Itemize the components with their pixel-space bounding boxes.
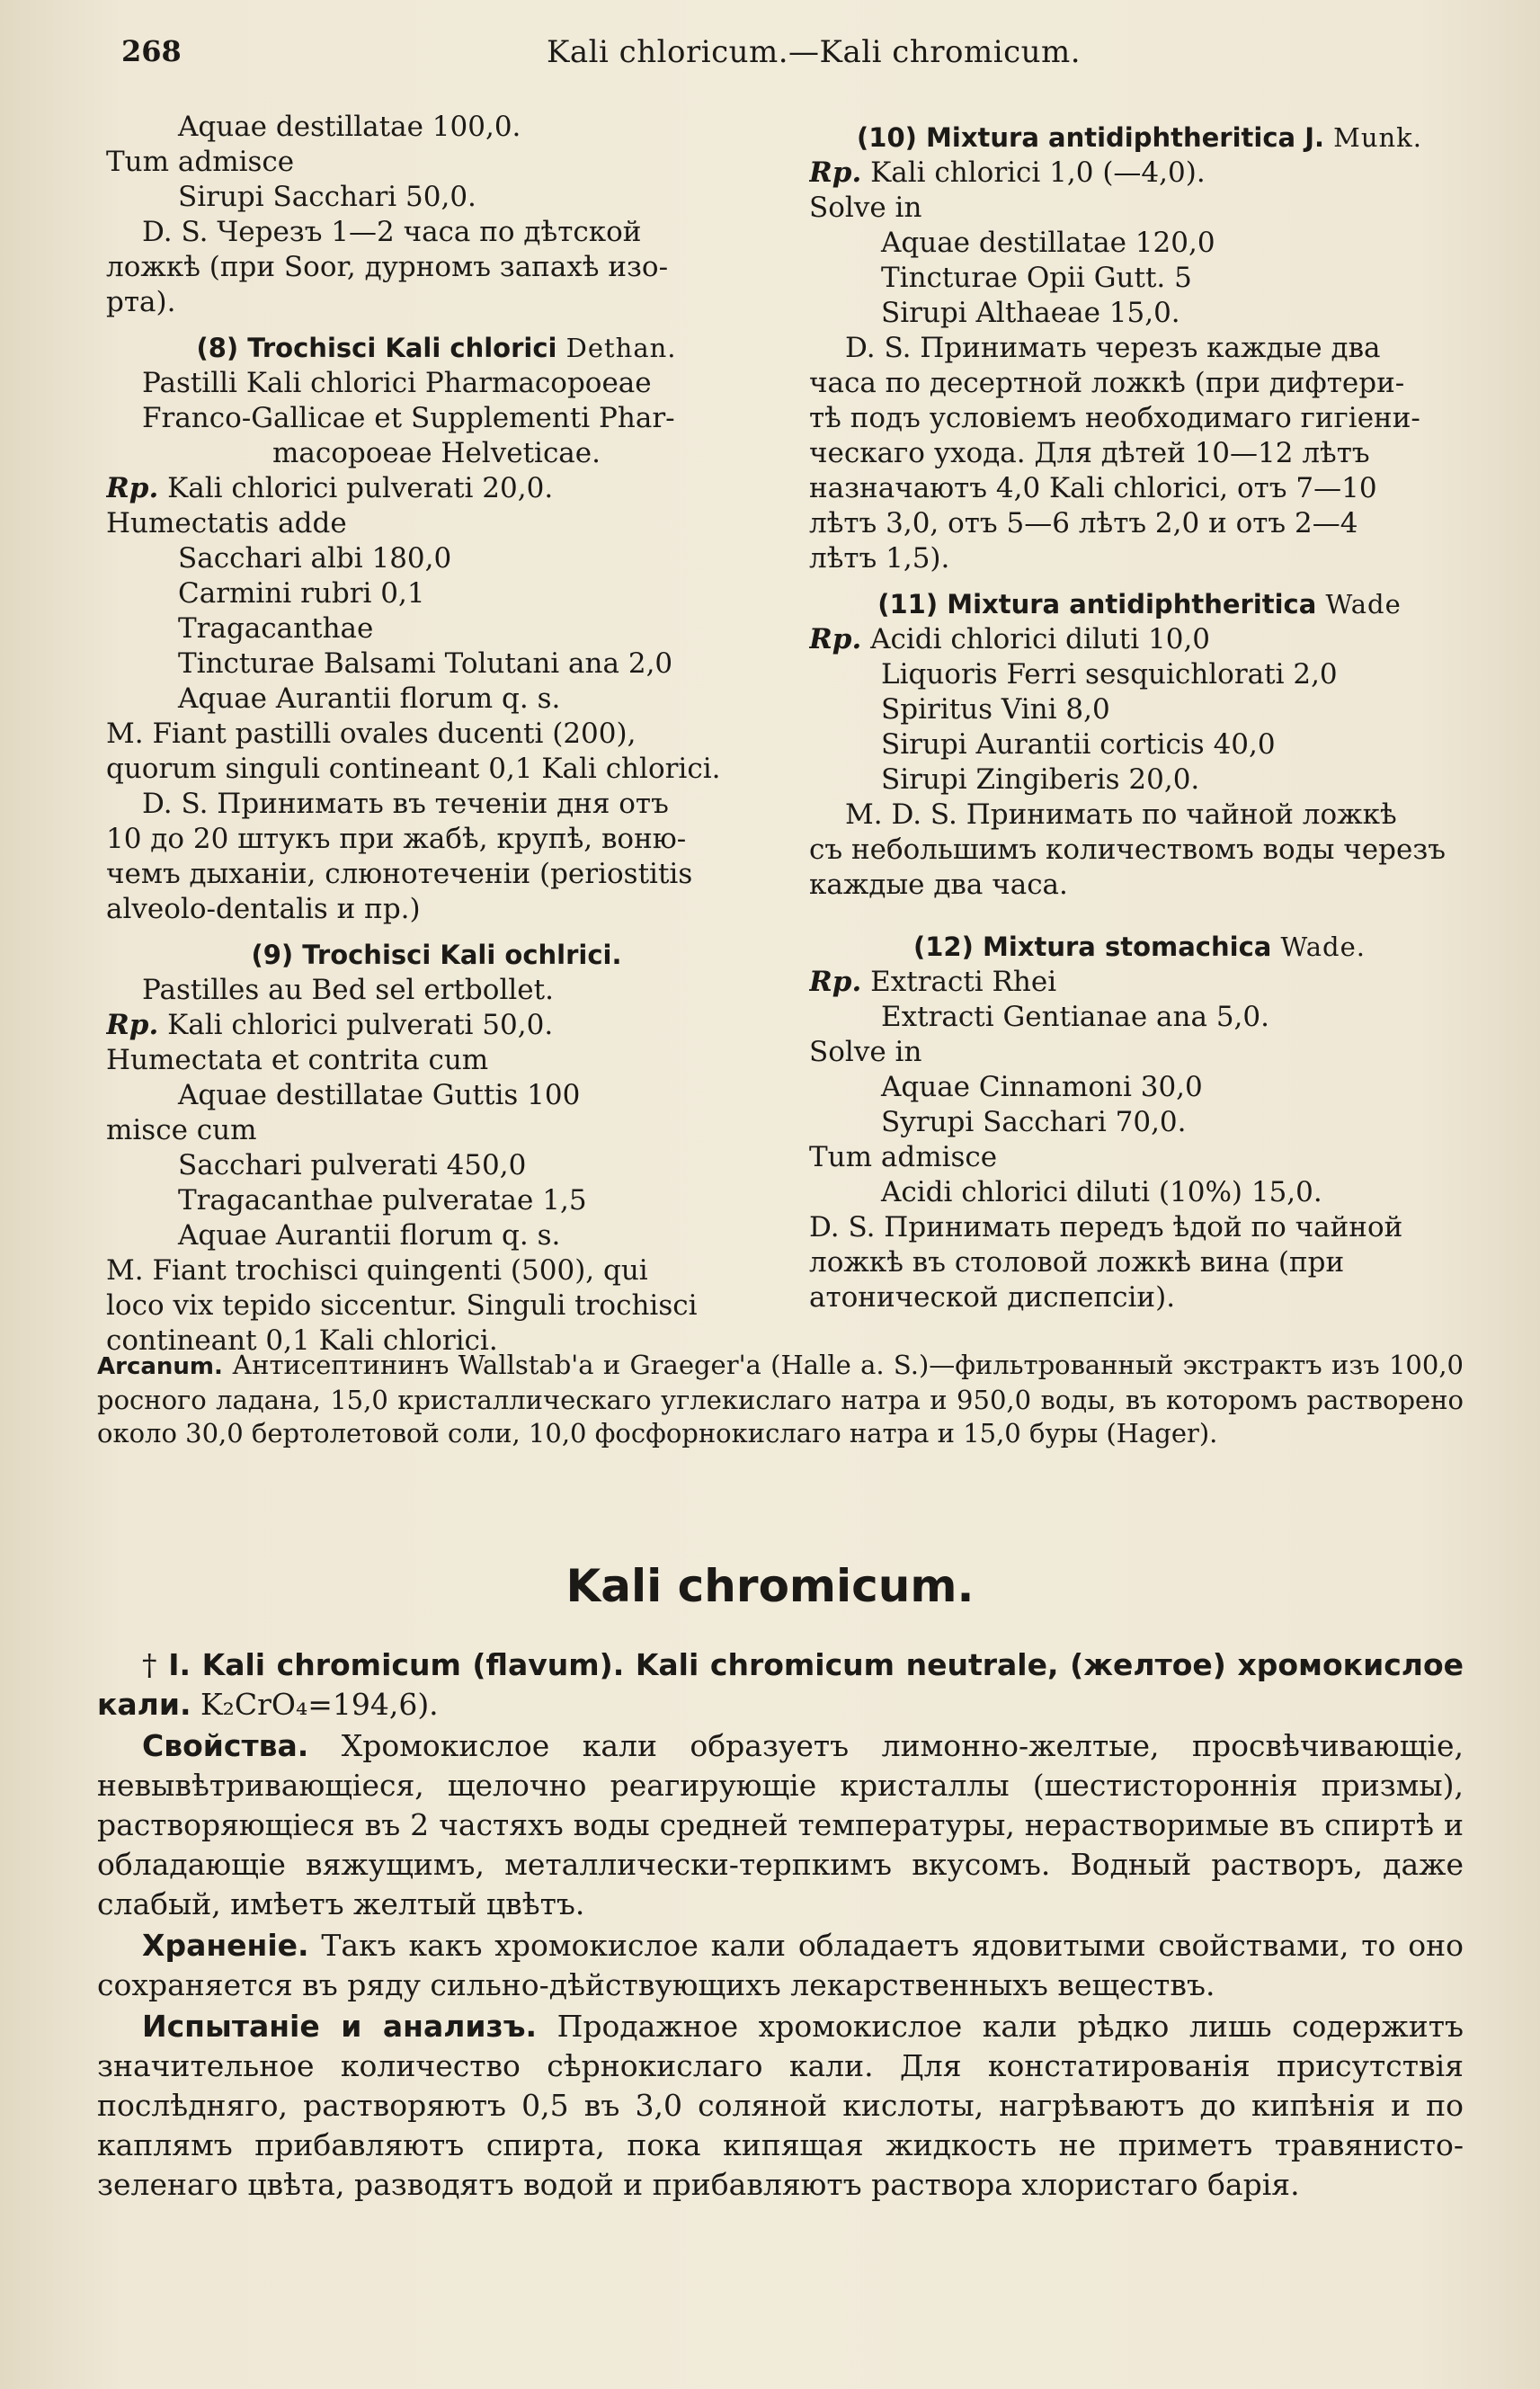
text-line: quorum singuli contineant 0,1 Kali chlorici. bbox=[106, 753, 721, 785]
text-line: Sirupi Zingiberis 20,0. bbox=[881, 763, 1200, 796]
text-line: Tragacanthae pulveratae 1,5 bbox=[178, 1184, 587, 1217]
text-line: Syrupi Sacchari 70,0. bbox=[881, 1106, 1187, 1138]
recipe-author: Munk. bbox=[1333, 122, 1422, 153]
recipe-title: Trochisci Kali ochlrici. bbox=[302, 940, 622, 970]
recipe-title: Trochisci Kali chlorici bbox=[247, 333, 557, 363]
recipe-title: Mixtura antidiphtheritica bbox=[947, 589, 1317, 620]
text-line: Pastilli Kali chlorici Pharmacopoeae bbox=[142, 367, 652, 399]
text-line: Tincturae Opii Gutt. 5 bbox=[881, 262, 1192, 294]
text-line: ческаго ухода. Для дѣтей 10—12 лѣтъ bbox=[809, 437, 1370, 469]
text-line: loco vix tepido siccentur. Singuli trochisci bbox=[106, 1289, 698, 1322]
text-line: D. S. Принимать въ теченіи дня отъ bbox=[142, 788, 669, 820]
text-line: alveolo-dentalis и пр.) bbox=[106, 893, 421, 925]
rp-mark: Rp. bbox=[809, 156, 862, 189]
text-line: Tragacanthae bbox=[178, 612, 374, 645]
text-line: M. Fiant pastilli ovales ducenti (200), bbox=[106, 718, 636, 750]
text-line: чемъ дыханіи, слюнотеченіи (periostitis bbox=[106, 858, 693, 890]
paragraph-properties bbox=[97, 1726, 1464, 1924]
recipe-author: Dethan. bbox=[565, 333, 677, 363]
paragraph-text: Продажное хромокислое кали рѣдко лишь содержитъ значительное количество сѣрнокислаго кали. Для констатированія присутствія послѣдняго, растворяютъ 0,5 въ 3,0 соляной кислоты, нагрѣваютъ до кипѣнія и по каплямъ прибавляютъ спирта, пока кипящая жидкость не приметъ травянисто-зеленаго цвѣта, разводятъ водой и прибавляютъ раствора хлористаго барія. bbox=[97, 2009, 1464, 2202]
text-line: атонической диспепсіи). bbox=[809, 1281, 1176, 1314]
entry-title: I. Kali chromicum (flavum). Kali chromicum neutrale, (желтое) хромокислое кали. bbox=[97, 1647, 1464, 1722]
text-line: Sacchari pulverati 450,0 bbox=[178, 1149, 527, 1181]
text-line: D. S. Черезъ 1—2 часа по дѣтской bbox=[142, 216, 642, 248]
text-line: D. S. Принимать передъ ѣдой по чайной bbox=[809, 1211, 1403, 1244]
text-line: Carmini rubri 0,1 bbox=[178, 577, 425, 610]
recipe-heading bbox=[809, 120, 1470, 156]
prescription-line bbox=[809, 965, 1470, 1000]
prescription-text: Kali chlorici 1,0 (—4,0). bbox=[870, 156, 1206, 189]
rp-mark: Rp. bbox=[106, 1009, 159, 1041]
text-line: Humectata et contrita cum bbox=[106, 1044, 489, 1076]
recipe-number: (9) bbox=[251, 940, 294, 970]
entry-heading bbox=[97, 1645, 1464, 1725]
paragraph-text: Такъ какъ хромокислое кали обладаетъ ядовитыми свойствами, то оно сохраняется въ ряду сильно-дѣйствующихъ лекарственныхъ веществъ. bbox=[97, 1928, 1464, 2002]
text-line: Sirupi Sacchari 50,0. bbox=[178, 181, 476, 213]
spacer bbox=[809, 903, 1470, 919]
text-line: Solve in bbox=[809, 1036, 922, 1068]
text-line: contineant 0,1 Kali chlorici. bbox=[106, 1324, 498, 1357]
recipe-heading bbox=[809, 930, 1470, 965]
left-column bbox=[106, 110, 767, 1359]
prescription-line bbox=[809, 156, 1470, 191]
recipe-heading bbox=[106, 331, 767, 366]
entry-formula: K₂CrO₄=194,6). bbox=[200, 1687, 439, 1722]
prescription-text: Kali chlorici pulverati 50,0. bbox=[167, 1009, 554, 1041]
prescription-text: Extracti Rhei bbox=[870, 966, 1057, 998]
prescription-text: Acidi chlorici diluti 10,0 bbox=[870, 623, 1211, 655]
dagger-mark: † bbox=[142, 1647, 158, 1682]
section-body bbox=[97, 1645, 1464, 2206]
text-line: Acidi chlorici diluti (10%) 15,0. bbox=[881, 1176, 1322, 1208]
recipe-title: Mixtura stomachica bbox=[982, 932, 1272, 962]
text-line: часа по десертной ложкѣ (при дифтери- bbox=[809, 367, 1405, 399]
text-line: Aquae destillatae Guttis 100 bbox=[178, 1079, 581, 1111]
paragraph-label: Храненіе. bbox=[142, 1928, 309, 1963]
recipe-heading bbox=[106, 938, 767, 973]
text-line: Tum admisce bbox=[809, 1141, 998, 1173]
text-line: Humectatis adde bbox=[106, 507, 347, 539]
paragraph-label: Свойства. bbox=[142, 1728, 309, 1763]
prescription-line bbox=[106, 471, 767, 506]
text-line: Aquae destillatae 120,0 bbox=[881, 227, 1215, 259]
paragraph-text: Хромокислое кали образуетъ лимонно-желтые, просвѣчивающіе, невывѣтривающіеся, щелочно реагирующіе кристаллы (шестистороннія призмы), растворяющіеся въ 2 частяхъ воды средней температуры, нерастворимые въ спиртѣ и обладающіе вяжущимъ, металлически-терпкимъ вкусомъ. Водный растворъ, даже слабый, имѣетъ желтый цвѣтъ. bbox=[97, 1728, 1464, 1921]
rp-mark: Rp. bbox=[106, 472, 159, 504]
recipe-title: Mixtura antidiphtheritica J. bbox=[926, 122, 1325, 153]
page-number: 268 bbox=[121, 34, 182, 68]
recipe-number: (10) bbox=[857, 122, 917, 153]
paragraph-label: Испытаніе и анализъ. bbox=[142, 2009, 538, 2044]
text-line: Franco-Gallicae et Supplementi Phar- bbox=[142, 402, 675, 434]
note-text: Антисептининъ Wallstab'а и Graeger'а (Halle a. S.)—фильтрованный экстрактъ изъ 100,0 росного ладана, 15,0 кристаллическаго углекислаго натра и 950,0 воды, въ которомъ растворено около 30,0 бертолетовой соли, 10,0 фосфорнокислаго натра и 15,0 буры (Hager). bbox=[97, 1350, 1464, 1449]
text-line: лѣтъ 3,0, отъ 5—6 лѣтъ 2,0 и отъ 2—4 bbox=[809, 507, 1358, 539]
text-line: M. D. S. Принимать по чайной ложкѣ bbox=[845, 798, 1397, 831]
text-line: Extracti Gentianae ana 5,0. bbox=[881, 1001, 1269, 1033]
prescription-line bbox=[809, 622, 1470, 657]
text-line: ложкѣ (при Soor, дурномъ запахѣ изо- bbox=[106, 251, 669, 283]
text-line: Sacchari albi 180,0 bbox=[178, 542, 452, 575]
text-line: Aquae Aurantii florum q. s. bbox=[178, 682, 561, 715]
text-line: Sirupi Aurantii corticis 40,0 bbox=[881, 728, 1276, 761]
text-line: рта). bbox=[106, 286, 176, 318]
text-line: каждые два часа. bbox=[809, 869, 1068, 901]
prescription-line bbox=[106, 1008, 767, 1043]
text-line: назначаютъ 4,0 Kali chlorici, отъ 7—10 bbox=[809, 472, 1377, 504]
paragraph-analysis bbox=[97, 2007, 1464, 2205]
arcanum-note bbox=[97, 1349, 1464, 1450]
text-line: misce cum bbox=[106, 1114, 257, 1146]
text-line: macopoeae Helveticae. bbox=[272, 437, 601, 469]
text-line: Tincturae Balsami Tolutani ana 2,0 bbox=[178, 647, 673, 680]
text-line: Liquoris Ferri sesquichlorati 2,0 bbox=[881, 658, 1338, 691]
right-column bbox=[809, 110, 1470, 1315]
rp-mark: Rp. bbox=[809, 623, 862, 655]
text-line: Sirupi Althaeae 15,0. bbox=[881, 297, 1180, 329]
note-label: Arcanum. bbox=[97, 1353, 223, 1380]
text-line: D. S. Принимать черезъ каждые два bbox=[845, 332, 1381, 364]
section-title: Kali chromicum. bbox=[565, 1560, 975, 1612]
text-line: Aquae Cinnamoni 30,0 bbox=[881, 1071, 1203, 1103]
text-line: Aquae Aurantii florum q. s. bbox=[178, 1219, 561, 1252]
recipe-author: Wade. bbox=[1280, 932, 1366, 962]
text-line: ложкѣ въ столовой ложкѣ вина (при bbox=[809, 1246, 1345, 1279]
rp-mark: Rp. bbox=[809, 966, 862, 998]
paragraph-storage bbox=[97, 1926, 1464, 2005]
text-line: Pastilles au Bed sel ertbollet. bbox=[142, 974, 554, 1006]
running-title: Kali chloricum.—Kali chromicum. bbox=[546, 34, 1082, 70]
recipe-number: (12) bbox=[913, 932, 974, 962]
prescription-text: Kali chlorici pulverati 20,0. bbox=[167, 472, 554, 504]
text-line: лѣтъ 1,5). bbox=[809, 542, 950, 575]
recipe-number: (11) bbox=[877, 589, 939, 620]
text-line: M. Fiant trochisci quingenti (500), qui bbox=[106, 1254, 648, 1287]
page-header bbox=[121, 34, 1452, 79]
text-line: тѣ подъ условіемъ необходимаго гигіени- bbox=[809, 402, 1420, 434]
text-line: Tum admisce bbox=[106, 146, 295, 178]
text-line: Spiritus Vini 8,0 bbox=[881, 693, 1110, 726]
text-line: съ небольшимъ количествомъ воды черезъ bbox=[809, 833, 1446, 866]
recipe-number: (8) bbox=[196, 333, 239, 363]
recipe-heading bbox=[809, 587, 1470, 622]
recipe-author: Wade bbox=[1325, 589, 1402, 620]
text-line: 10 до 20 штукъ при жабѣ, крупѣ, воню- bbox=[106, 823, 687, 855]
text-line: Solve in bbox=[809, 192, 922, 224]
text-line: Aquae destillatae 100,0. bbox=[178, 111, 521, 143]
